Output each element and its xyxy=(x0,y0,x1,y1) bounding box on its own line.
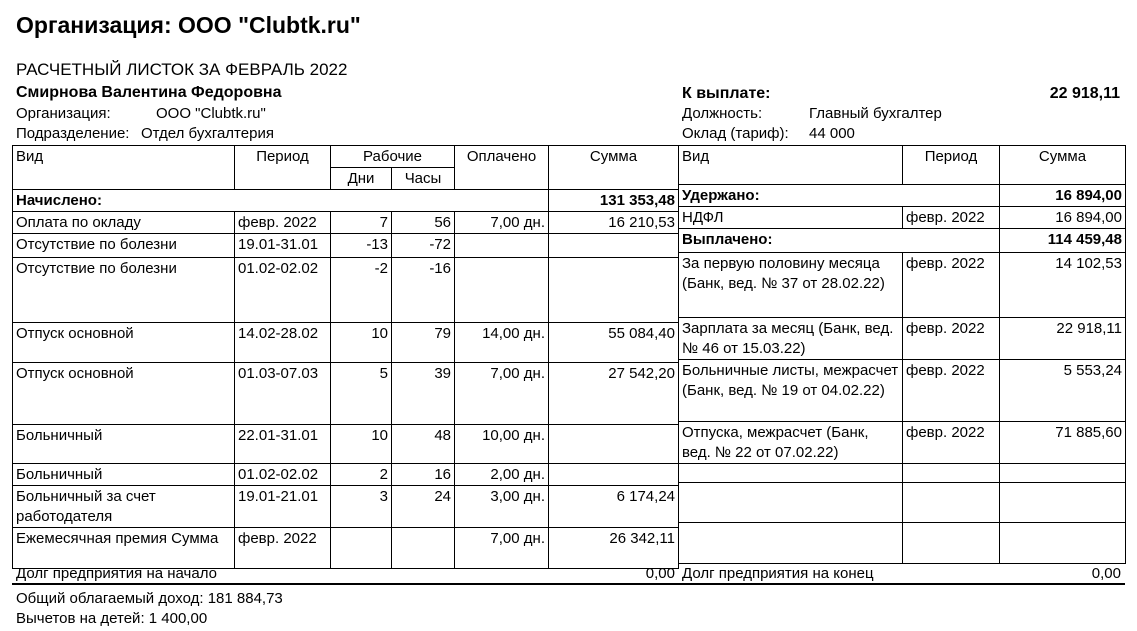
row-kind: За первую половину месяца (Банк, вед. № 37 от 28.02.22) xyxy=(679,253,903,318)
row-sum xyxy=(549,258,679,323)
row-days: -13 xyxy=(331,234,392,258)
row-days: 10 xyxy=(331,425,392,464)
row-period: февр. 2022 xyxy=(903,253,1000,318)
row-period: 19.01-31.01 xyxy=(235,234,331,258)
row-sum: 16 894,00 xyxy=(1000,207,1126,229)
withheld-total: 16 894,00 xyxy=(1000,185,1126,207)
row-hours: 16 xyxy=(392,464,455,486)
row-sum: 71 885,60 xyxy=(1000,422,1126,464)
row-kind: Больничный за счет работодателя xyxy=(13,486,235,528)
accrued-section-row xyxy=(13,190,679,212)
table-row xyxy=(679,318,1126,360)
row-sum: 27 542,20 xyxy=(549,363,679,425)
debt-end-label: Долг предприятия на конец xyxy=(682,565,874,582)
row-kind: НДФЛ xyxy=(679,207,903,229)
row-hours: 79 xyxy=(392,323,455,363)
row-kind: Отсутствие по болезни xyxy=(13,234,235,258)
row-days: 10 xyxy=(331,323,392,363)
row-period: 22.01-31.01 xyxy=(235,425,331,464)
row-hours: -72 xyxy=(392,234,455,258)
pay-amount: 22 918,11 xyxy=(1049,85,1120,102)
child-deductions: Вычетов на детей: 1 400,00 xyxy=(16,610,208,627)
accrued-label: Начислено: xyxy=(13,190,549,212)
table-row xyxy=(679,422,1126,464)
row-kind: Больничные листы, межрасчет (Банк, вед. № 19 от 04.02.22) xyxy=(679,360,903,422)
row-sum: 14 102,53 xyxy=(1000,253,1126,318)
org-value: ООО "Clubtk.ru" xyxy=(156,105,266,122)
paid-section-row xyxy=(679,229,1126,253)
empty-row xyxy=(679,483,1126,523)
row-sum xyxy=(549,464,679,486)
col-header-days: Дни xyxy=(331,168,392,190)
position-label: Должность: xyxy=(682,105,763,122)
row-kind: Ежемесячная премия Сумма xyxy=(13,528,235,569)
table-row xyxy=(13,323,679,363)
table-row xyxy=(679,207,1126,229)
row-period: февр. 2022 xyxy=(903,207,1000,229)
paid-total: 114 459,48 xyxy=(1000,229,1126,253)
table-row xyxy=(13,528,679,569)
col-header-work: Рабочие xyxy=(331,146,455,168)
withholdings-table xyxy=(678,145,1126,564)
table-row xyxy=(13,234,679,258)
accrued-total: 131 353,48 xyxy=(549,190,679,212)
footer-divider xyxy=(12,583,1125,585)
col-header-period: Период xyxy=(903,146,1000,185)
row-sum xyxy=(549,234,679,258)
row-paid: 7,00 дн. xyxy=(455,363,549,425)
row-sum: 16 210,53 xyxy=(549,212,679,234)
row-sum xyxy=(549,425,679,464)
salary-value: 44 000 xyxy=(809,125,855,142)
table-row xyxy=(679,360,1126,422)
row-sum: 26 342,11 xyxy=(549,528,679,569)
row-days: 5 xyxy=(331,363,392,425)
salary-label: Оклад (тариф): xyxy=(682,125,789,142)
row-kind: Зарплата за месяц (Банк, вед. № 46 от 15.03.22) xyxy=(679,318,903,360)
col-header-kind: Вид xyxy=(679,146,903,185)
row-hours xyxy=(392,528,455,569)
department-value: Отдел бухгалтерия xyxy=(141,125,274,142)
row-hours: 24 xyxy=(392,486,455,528)
col-header-sum: Сумма xyxy=(1000,146,1126,185)
empty-row xyxy=(679,464,1126,483)
org-label: Организация: xyxy=(16,105,111,122)
table-row xyxy=(679,253,1126,318)
col-header-sum: Сумма xyxy=(549,146,679,190)
col-header-paid: Оплачено xyxy=(455,146,549,190)
row-kind: Отпуска, межрасчет (Банк, вед. № 22 от 07.02.22) xyxy=(679,422,903,464)
payslip-title: РАСЧЕТНЫЙ ЛИСТОК ЗА ФЕВРАЛЬ 2022 xyxy=(16,60,348,79)
row-hours: -16 xyxy=(392,258,455,323)
row-days: 3 xyxy=(331,486,392,528)
row-period: 19.01-21.01 xyxy=(235,486,331,528)
table-row xyxy=(13,258,679,323)
row-period: 01.02-02.02 xyxy=(235,464,331,486)
accruals-table xyxy=(12,145,679,569)
row-sum: 55 084,40 xyxy=(549,323,679,363)
row-paid xyxy=(455,234,549,258)
row-kind: Отсутствие по болезни xyxy=(13,258,235,323)
row-period: февр. 2022 xyxy=(903,422,1000,464)
row-kind: Больничный xyxy=(13,425,235,464)
row-period: 01.02-02.02 xyxy=(235,258,331,323)
debt-start-value: 0,00 xyxy=(645,565,675,582)
row-period: 14.02-28.02 xyxy=(235,323,331,363)
row-paid: 10,00 дн. xyxy=(455,425,549,464)
row-days: 7 xyxy=(331,212,392,234)
pay-label: К выплате: xyxy=(682,85,771,102)
row-days: -2 xyxy=(331,258,392,323)
table-row xyxy=(13,464,679,486)
row-paid: 7,00 дн. xyxy=(455,528,549,569)
row-days: 2 xyxy=(331,464,392,486)
row-paid xyxy=(455,258,549,323)
row-period: 01.03-07.03 xyxy=(235,363,331,425)
row-kind: Оплата по окладу xyxy=(13,212,235,234)
empty-row xyxy=(679,523,1126,564)
row-days xyxy=(331,528,392,569)
debt-start-label: Долг предприятия на начало xyxy=(16,565,217,582)
row-hours: 39 xyxy=(392,363,455,425)
table-row xyxy=(13,212,679,234)
taxable-income: Общий облагаемый доход: 181 884,73 xyxy=(16,590,283,607)
row-paid: 2,00 дн. xyxy=(455,464,549,486)
row-hours: 48 xyxy=(392,425,455,464)
row-paid: 14,00 дн. xyxy=(455,323,549,363)
organization-title: Организация: ООО "Clubtk.ru" xyxy=(16,12,361,38)
paid-label: Выплачено: xyxy=(679,229,1000,253)
row-period: февр. 2022 xyxy=(235,212,331,234)
row-hours: 56 xyxy=(392,212,455,234)
position-value: Главный бухгалтер xyxy=(809,105,942,122)
table-row xyxy=(13,425,679,464)
row-period: февр. 2022 xyxy=(903,318,1000,360)
withheld-label: Удержано: xyxy=(679,185,1000,207)
table-row xyxy=(13,486,679,528)
col-header-hours: Часы xyxy=(392,168,455,190)
row-paid: 3,00 дн. xyxy=(455,486,549,528)
row-sum: 6 174,24 xyxy=(549,486,679,528)
row-kind: Больничный xyxy=(13,464,235,486)
row-period: февр. 2022 xyxy=(903,360,1000,422)
table-row xyxy=(13,363,679,425)
row-sum: 5 553,24 xyxy=(1000,360,1126,422)
row-sum: 22 918,11 xyxy=(1000,318,1126,360)
row-paid: 7,00 дн. xyxy=(455,212,549,234)
row-period: февр. 2022 xyxy=(235,528,331,569)
col-header-period: Период xyxy=(235,146,331,190)
department-label: Подразделение: xyxy=(16,125,130,142)
employee-name: Смирнова Валентина Федоровна xyxy=(16,84,282,101)
row-kind: Отпуск основной xyxy=(13,363,235,425)
col-header-kind: Вид xyxy=(13,146,235,190)
withheld-section-row xyxy=(679,185,1126,207)
row-kind: Отпуск основной xyxy=(13,323,235,363)
debt-end-value: 0,00 xyxy=(1091,565,1121,582)
